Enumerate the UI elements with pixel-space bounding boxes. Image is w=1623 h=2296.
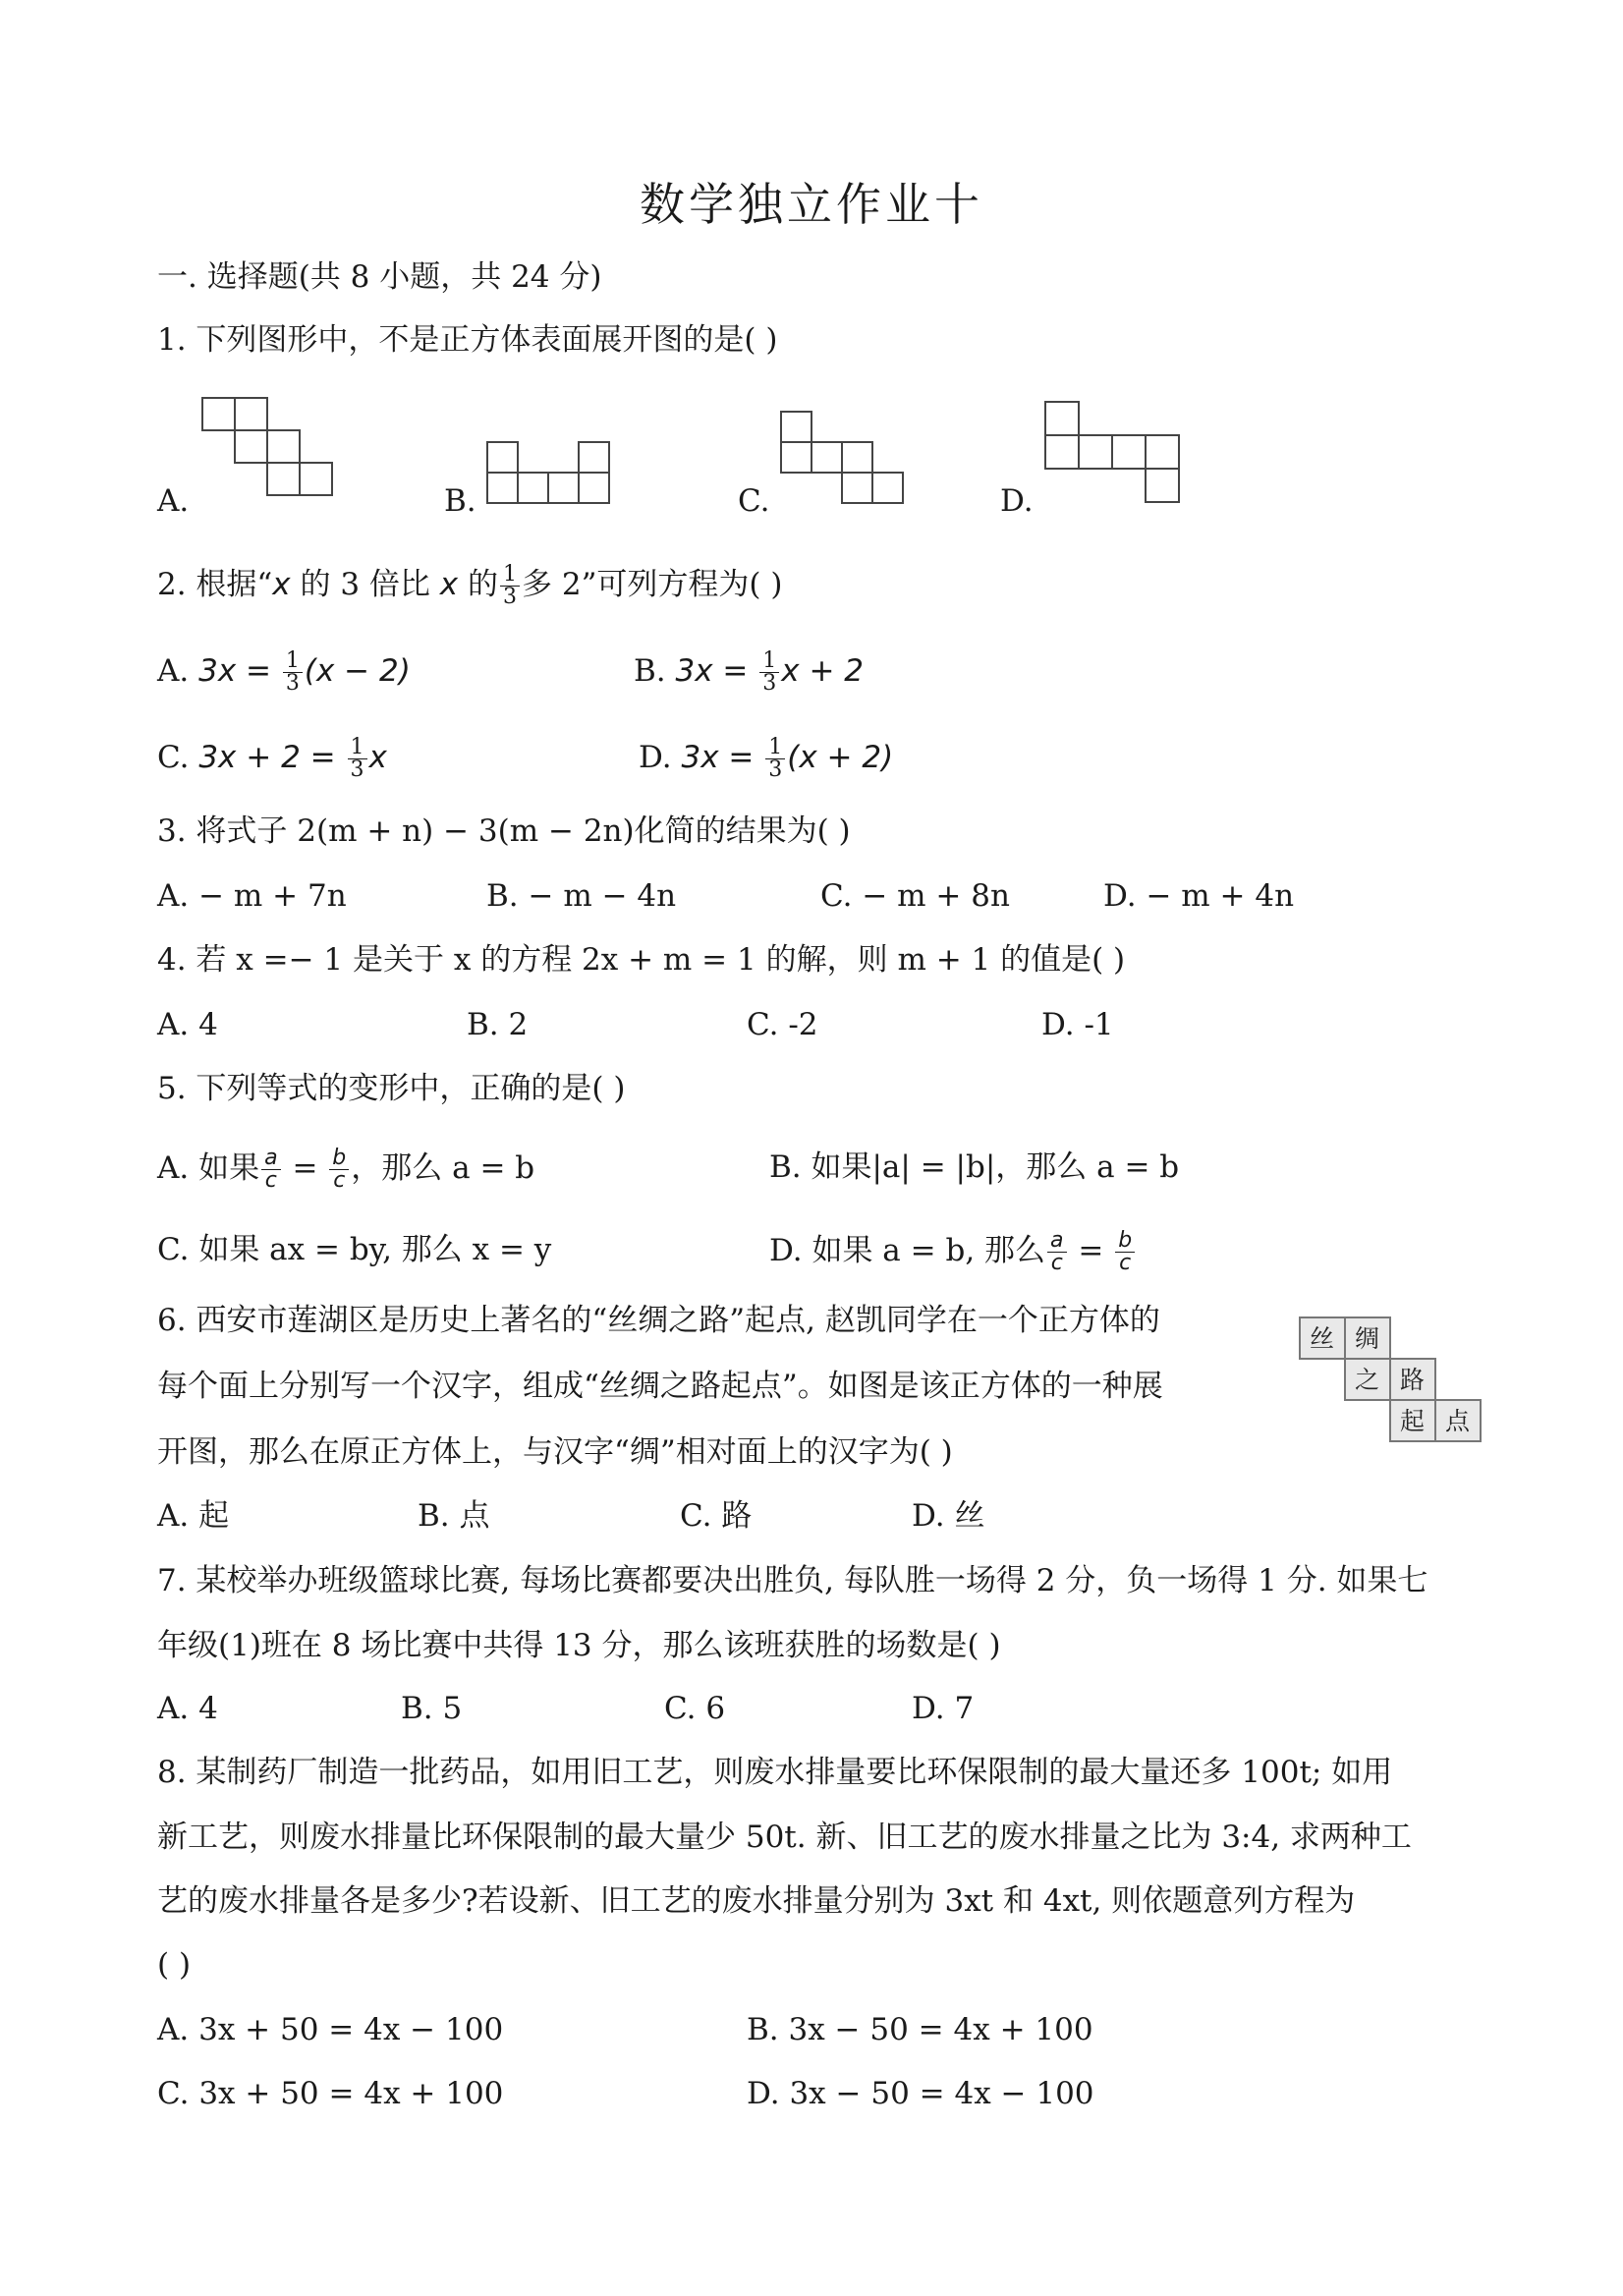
q5-option-b: B. 如果|a| = |b|，那么 a = b <box>769 1149 1180 1185</box>
q3-option-a: A. − m + 7n <box>157 878 347 914</box>
q6-cube-net-figure <box>1299 1316 1485 1454</box>
q4-option-c: C. -2 <box>747 1007 818 1042</box>
q5-option-d: D. 如果 a = b, 那么 $\frac{a}{c}$ = $\frac{b}{c}$ <box>769 1230 1137 1274</box>
q8-option-b: B. 3x − 50 = 4x + 100 <box>747 2012 1093 2047</box>
question-8-line-4: ( ) <box>157 1947 192 1983</box>
q8-option-a: A. 3x + 50 = 4x − 100 <box>157 2012 504 2047</box>
q1-option-c: C. <box>738 483 770 519</box>
q2-option-b: B. 3x = $\frac{1}{3}$ x + 2 <box>634 648 865 696</box>
net-char: 路 <box>1400 1366 1426 1394</box>
fraction: $\frac{1}{3}$ <box>500 564 520 608</box>
net-char: 起 <box>1400 1407 1426 1435</box>
q1-net-a <box>201 397 334 495</box>
q1-net-d <box>1044 401 1182 505</box>
q5-option-a: A. 如果 $\frac{a}{c}$ = $\frac{b}{c}$ ，那么 a = b <box>157 1146 535 1193</box>
net-char: 绸 <box>1355 1324 1380 1353</box>
question-8-line-3: 艺的废水排量各是多少?若设新、旧工艺的废水排量分别为 3xt 和 4xt, 则依题意列方程为 <box>157 1883 1356 1919</box>
q4-option-b: B. 2 <box>467 1007 529 1042</box>
q3-option-d: D. − m + 4n <box>1103 878 1295 914</box>
q6-option-a: A. 起 <box>157 1498 230 1534</box>
question-6-line-2: 每个面上分别写一个汉字，组成“丝绸之路起点”。如图是该正方体的一种展 <box>157 1369 1163 1404</box>
q3-option-c: C. − m + 8n <box>820 878 1010 914</box>
q1-net-c <box>780 411 908 507</box>
q4-option-a: A. 4 <box>157 1007 218 1042</box>
q8-option-c: C. 3x + 50 = 4x + 100 <box>157 2076 504 2111</box>
section-heading: 一. 选择题(共 8 小题，共 24 分) <box>157 259 602 295</box>
q7-option-c: C. 6 <box>664 1691 726 1726</box>
q7-option-d: D. 7 <box>912 1691 975 1726</box>
question-2-stem: 2. 根据“x 的 3 倍比 x 的 $\frac{1}{3}$ 多 2”可列方程为( ) <box>157 562 783 609</box>
q5-option-c: C. 如果 ax = by, 那么 x = y <box>157 1232 552 1267</box>
q6-option-b: B. 点 <box>418 1498 490 1534</box>
q6-option-d: D. 丝 <box>912 1498 985 1534</box>
q2-option-a: A. 3x = $\frac{1}{3}$ (x − 2) <box>157 648 411 696</box>
page-title: 数学独立作业十 <box>640 178 983 231</box>
question-1-stem: 1. 下列图形中，不是正方体表面展开图的是( ) <box>157 322 778 358</box>
q1-option-a: A. <box>157 483 190 519</box>
question-8-line-2: 新工艺，则废水排量比环保限制的最大量少 50t. 新、旧工艺的废水排量之比为 3:4, 求两种工 <box>157 1820 1412 1855</box>
q1-option-d: D. <box>1000 483 1034 519</box>
q6-option-c: C. 路 <box>680 1498 753 1534</box>
q1-option-b: B. <box>444 483 476 519</box>
question-4-stem: 4. 若 x =− 1 是关于 x 的方程 2x + m = 1 的解，则 m + 1 的值是( ) <box>157 942 1126 978</box>
q8-option-d: D. 3x − 50 = 4x − 100 <box>747 2076 1094 2111</box>
question-3-stem: 3. 将式子 2(m + n) − 3(m − 2n)化简的结果为( ) <box>157 813 851 849</box>
question-6-line-1: 6. 西安市莲湖区是历史上著名的“丝绸之路”起点, 赵凯同学在一个正方体的 <box>157 1303 1160 1338</box>
net-char: 之 <box>1355 1366 1380 1394</box>
net-char: 丝 <box>1310 1324 1335 1353</box>
q7-option-b: B. 5 <box>401 1691 463 1726</box>
question-5-stem: 5. 下列等式的变形中，正确的是( ) <box>157 1071 626 1106</box>
question-8-line-1: 8. 某制药厂制造一批药品，如用旧工艺，则废水排量要比环保限制的最大量还多 100t; 如用 <box>157 1755 1393 1790</box>
net-char: 点 <box>1445 1407 1471 1435</box>
q2-option-c: C. 3x + 2 = $\frac{1}{3}$ x <box>157 735 387 782</box>
q3-option-b: B. − m − 4n <box>486 878 677 914</box>
question-6-line-3: 开图，那么在原正方体上，与汉字“绸”相对面上的汉字为( ) <box>157 1434 953 1470</box>
question-7-line-2: 年级(1)班在 8 场比赛中共得 13 分，那么该班获胜的场数是( ) <box>157 1628 1001 1663</box>
q7-option-a: A. 4 <box>157 1691 218 1726</box>
q4-option-d: D. -1 <box>1041 1007 1114 1042</box>
q1-net-b <box>486 441 614 506</box>
q2-option-d: D. 3x = $\frac{1}{3}$ (x + 2) <box>639 735 894 782</box>
question-7-line-1: 7. 某校举办班级篮球比赛, 每场比赛都要决出胜负, 每队胜一场得 2 分，负一场得 1 分. 如果七 <box>157 1563 1428 1598</box>
